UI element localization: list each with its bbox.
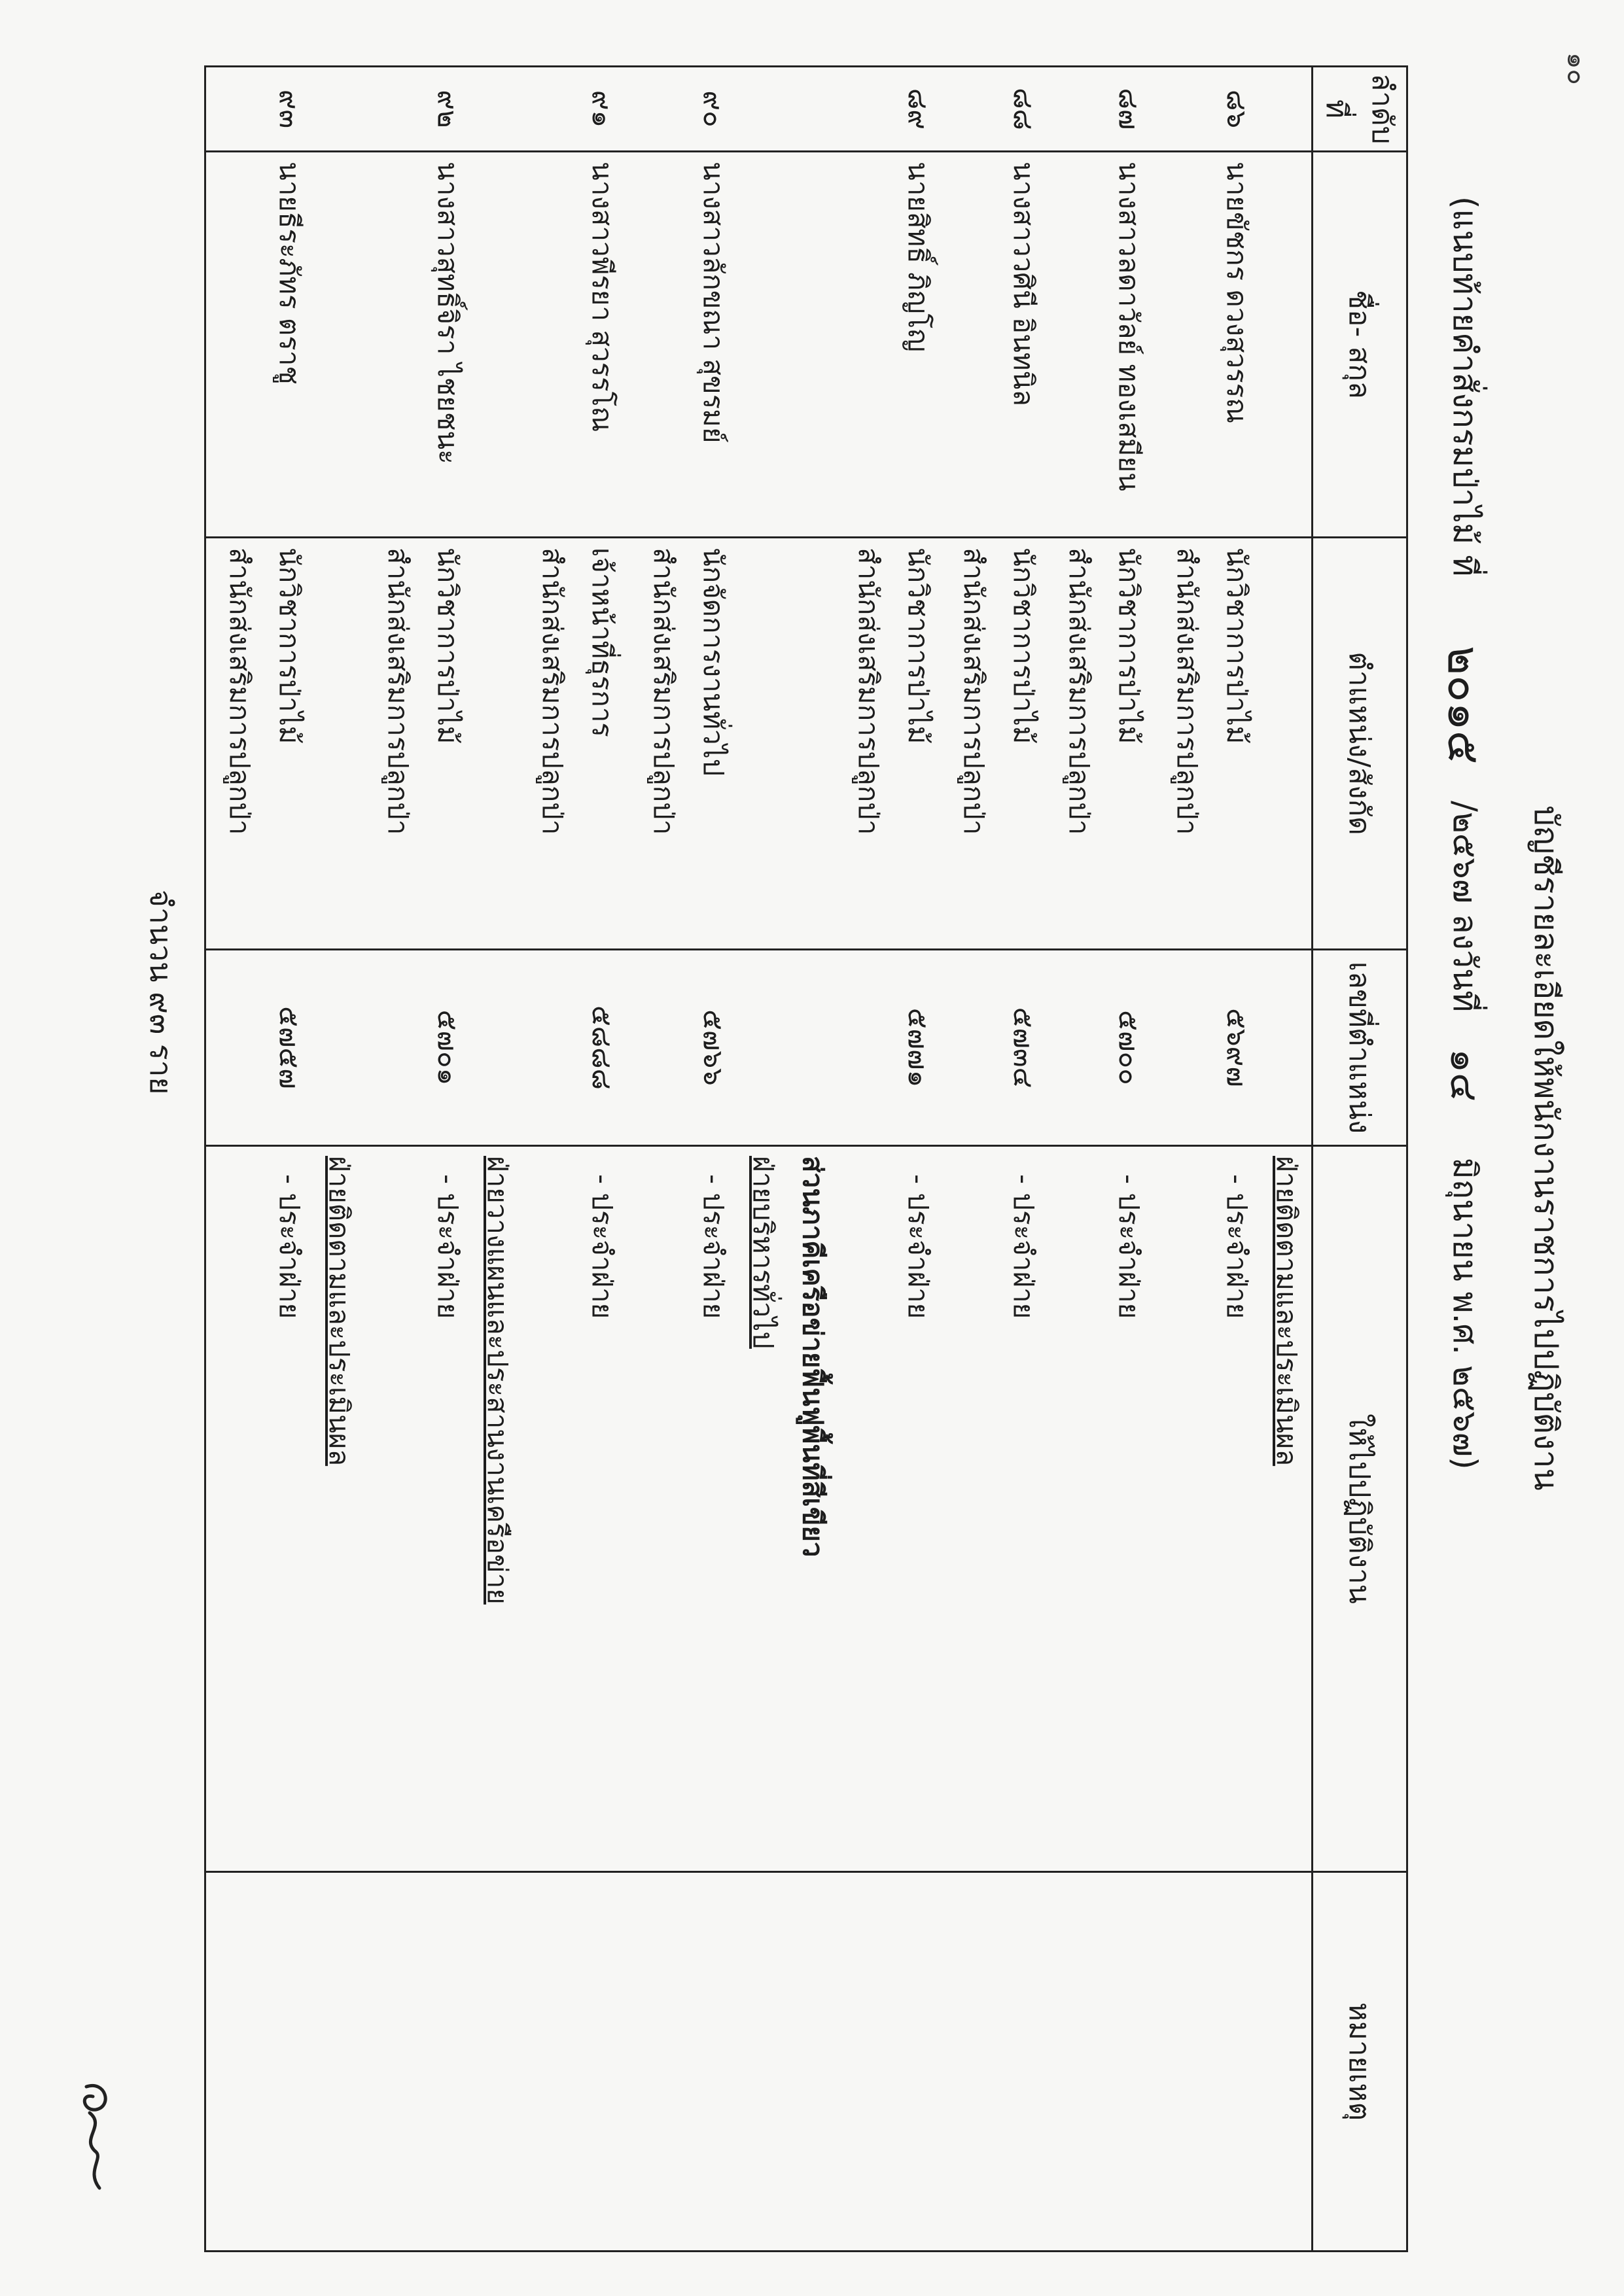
row-position: นักวิชาการป่าไม้ (902, 548, 934, 744)
row-unit: สำนักส่งเสริมการปลูกป่า (381, 548, 414, 835)
header-position: ตำแหน่ง/สังกัด (1313, 538, 1407, 950)
row-group: ฝ่ายติดตามและประเมินผล (1271, 1156, 1303, 1467)
order-prefix: (แนบท้ายคำสั่งกรมป่าไม้ ที่ (1446, 196, 1484, 577)
row-name: นายขัชกร ดวงสุวรรณ (1221, 162, 1253, 424)
order-month-year: มิถุนายน พ.ศ. ๒๕๖๗) (1446, 1157, 1484, 1470)
row-position-number: ๕๘๘๘ (586, 1005, 619, 1090)
row-unit: สำนักส่งเสริมการปลูกป่า (537, 548, 569, 835)
row-position: นักวิชาการป่าไม้ (274, 548, 306, 744)
personnel-table (204, 65, 1408, 2252)
row-assignment: - ประจำฝ่าย (697, 1174, 730, 1319)
table-row (627, 67, 838, 2252)
row-assignment: - ประจำฝ่าย (1007, 1174, 1040, 1319)
row-group: ฝ่ายวางแผนและประสานงานเครือข่าย (481, 1156, 514, 1605)
row-no: ๙๓ (274, 89, 306, 129)
row-name: นางสาวลดาวัลย์ ทองเสมียน (1112, 162, 1145, 491)
document-title: บัญชีรายละเอียดให้พนักงานราชการไปปฏิบัติงาน (1527, 805, 1565, 1491)
table-header-row (1313, 67, 1407, 2252)
row-name: นางสาววศินี อินทนิล (1007, 162, 1040, 406)
row-position-number: ๕๗๐๑ (431, 1009, 464, 1086)
row-name: นางสาวพีรยา สุวรรโณ (586, 162, 619, 432)
order-day: ๑๔ (1442, 1049, 1487, 1102)
row-assignment: - ประจำฝ่าย (586, 1174, 619, 1319)
row-note (364, 1872, 521, 2252)
order-suffix: /๒๕๖๗ ลงวันที่ (1446, 801, 1484, 1013)
row-position-number: ๕๗๐๐ (1112, 1010, 1145, 1085)
header-position-number: เลขที่ตำแหน่ง (1313, 950, 1407, 1146)
row-position-number: ๕๖๙๗ (1221, 1008, 1253, 1087)
row-unit: สำนักส่งเสริมการปลูกป่า (224, 548, 256, 835)
row-assignment: - ประจำฝ่าย (274, 1174, 306, 1319)
table-row (364, 67, 521, 2252)
row-name: นายธีระภัทร ตราชู (274, 162, 306, 385)
table-row (522, 67, 627, 2252)
signature-mark (67, 2074, 126, 2204)
row-no: ๙๑ (586, 90, 619, 128)
table-row (1154, 67, 1313, 2252)
row-unit: สำนักส่งเสริมการปลูกป่า (1063, 548, 1095, 835)
row-position-number: ๕๗๕๗ (274, 1006, 306, 1089)
row-no: ๘๙ (902, 88, 934, 130)
row-position-number: ๕๗๖๖ (697, 1009, 730, 1086)
row-position: นักวิชาการป่าไม้ (1112, 548, 1145, 744)
header-note: หมายเหตุ (1313, 1872, 1407, 2252)
page-number: ๑๐ (1561, 52, 1591, 85)
row-section: ส่วนภาคีเครือข่ายฟื้นฟูพื้นที่สีเขียว (797, 1156, 830, 1557)
row-no: ๙๐ (697, 90, 730, 128)
header-name: ชื่อ- สกุล (1313, 152, 1407, 538)
order-reference (1429, 196, 1500, 1470)
row-position: เจ้าหน้าที่ธุรการ (586, 548, 619, 737)
header-no: ลำดับที่ (1313, 67, 1407, 152)
row-no: ๙๒ (431, 90, 464, 128)
header-assignment: ให้ไปปฏิบัติงาน (1313, 1146, 1407, 1872)
table-row (205, 67, 364, 2252)
table-row (838, 67, 943, 2252)
row-assignment: - ประจำฝ่าย (902, 1174, 934, 1319)
row-name: นางสาวลักขณา สุขรมย์ (697, 162, 730, 444)
row-position: นักวิชาการป่าไม้ (1221, 548, 1253, 744)
row-no: ๘๗ (1112, 88, 1145, 130)
row-note (522, 1872, 627, 2252)
row-position: นักจัดการงานทั่วไป (697, 548, 730, 776)
row-no: ๘๖ (1221, 89, 1253, 129)
row-note (838, 1872, 943, 2252)
row-note (1048, 1872, 1154, 2252)
row-group: ฝ่ายติดตามและประเมินผล (323, 1156, 356, 1467)
total-count: จำนวน ๙๓ ราย (143, 890, 179, 1095)
row-position-number: ๕๗๗๑ (902, 1007, 934, 1088)
row-note (205, 1872, 364, 2252)
row-group: ฝ่ายบริหารทั่วไป (747, 1156, 780, 1349)
row-note (627, 1872, 838, 2252)
order-number: ๒๐๑๕ (1438, 646, 1489, 765)
row-name: นางสาวสุทธิ์จิรา ไชยชนะ (431, 162, 464, 464)
row-position: นักวิชาการป่าไม้ (1007, 548, 1040, 744)
row-position: นักวิชาการป่าไม้ (431, 548, 464, 744)
row-note (943, 1872, 1048, 2252)
row-no: ๘๘ (1007, 88, 1040, 130)
table-row (1048, 67, 1154, 2252)
table-row (943, 67, 1048, 2252)
row-assignment: - ประจำฝ่าย (431, 1174, 464, 1319)
row-unit: สำนักส่งเสริมการปลูกป่า (957, 548, 990, 835)
row-assignment: - ประจำฝ่าย (1112, 1174, 1145, 1319)
row-unit: สำนักส่งเสริมการปลูกป่า (1171, 548, 1203, 835)
row-unit: สำนักส่งเสริมการปลูกป่า (648, 548, 680, 835)
row-assignment: - ประจำฝ่าย (1221, 1174, 1253, 1319)
row-position-number: ๕๗๓๔ (1007, 1007, 1040, 1088)
row-note (1154, 1872, 1313, 2252)
row-name: นายสิทธิ์ ภิญโญ (902, 162, 934, 353)
row-unit: สำนักส่งเสริมการปลูกป่า (853, 548, 885, 835)
